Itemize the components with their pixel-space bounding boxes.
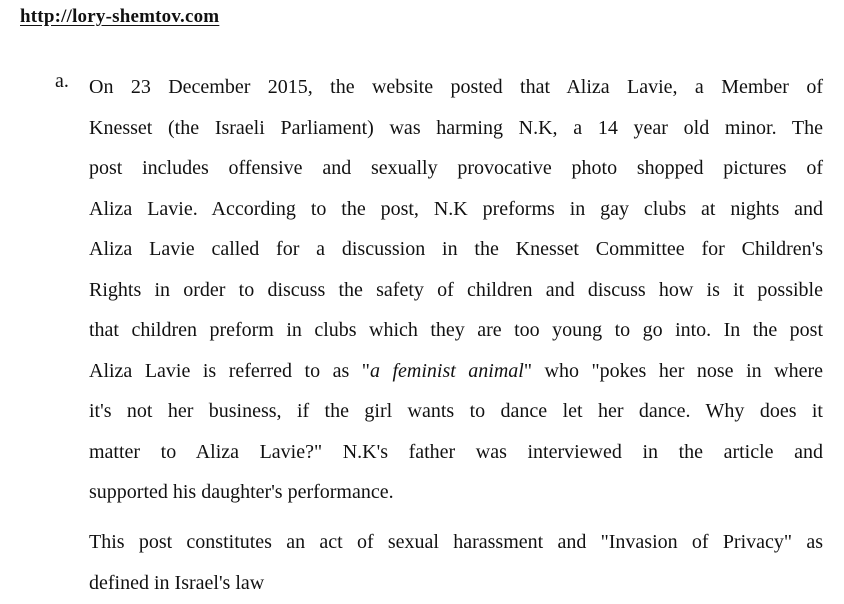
- paragraph-line: that children preform in clubs which they are too young to go into. In the post: [89, 319, 823, 341]
- paragraph-line: it's not her business, if the girl wants to dance let her dance. Why does it: [89, 400, 823, 422]
- quote-trail-text: " who "pokes her nose in where: [523, 359, 823, 382]
- paragraph-line: This post constitutes an act of sexual harassment and "Invasion of Privacy" as: [89, 531, 823, 553]
- list-item-marker: a.: [55, 70, 69, 92]
- item-paragraph: [89, 67, 823, 513]
- source-url[interactable]: http://lory-shemtov.com: [20, 6, 220, 27]
- paragraph-line: Aliza Lavie called for a discussion in the Knesset Committee for Children's: [89, 238, 823, 260]
- paragraph-line: matter to Aliza Lavie?" N.K's father was interviewed in the article and: [89, 440, 823, 463]
- paragraph-line: Aliza Lavie. According to the post, N.K preforms in gay clubs at nights and: [89, 197, 823, 220]
- paragraph-line-with-quote: [89, 351, 823, 392]
- paragraph-line: post includes offensive and sexually provocative photo shopped pictures of: [89, 157, 823, 179]
- paragraph-line: Rights in order to discuss the safety of children and discuss how is it possible: [89, 278, 823, 301]
- paragraph-line: Knesset (the Israeli Parliament) was harming N.K, a 14 year old minor. The: [89, 116, 823, 139]
- quote-lead-text: Aliza Lavie is referred to as ": [89, 359, 370, 382]
- paragraph-line: defined in Israel's law: [89, 572, 265, 594]
- paragraph-line: supported his daughter's performance.: [89, 481, 394, 503]
- quoted-phrase: a feminist animal: [369, 359, 524, 382]
- paragraph-line: On 23 December 2015, the website posted that Aliza Lavie, a Member of: [89, 76, 823, 98]
- conclusion-paragraph: [89, 522, 823, 604]
